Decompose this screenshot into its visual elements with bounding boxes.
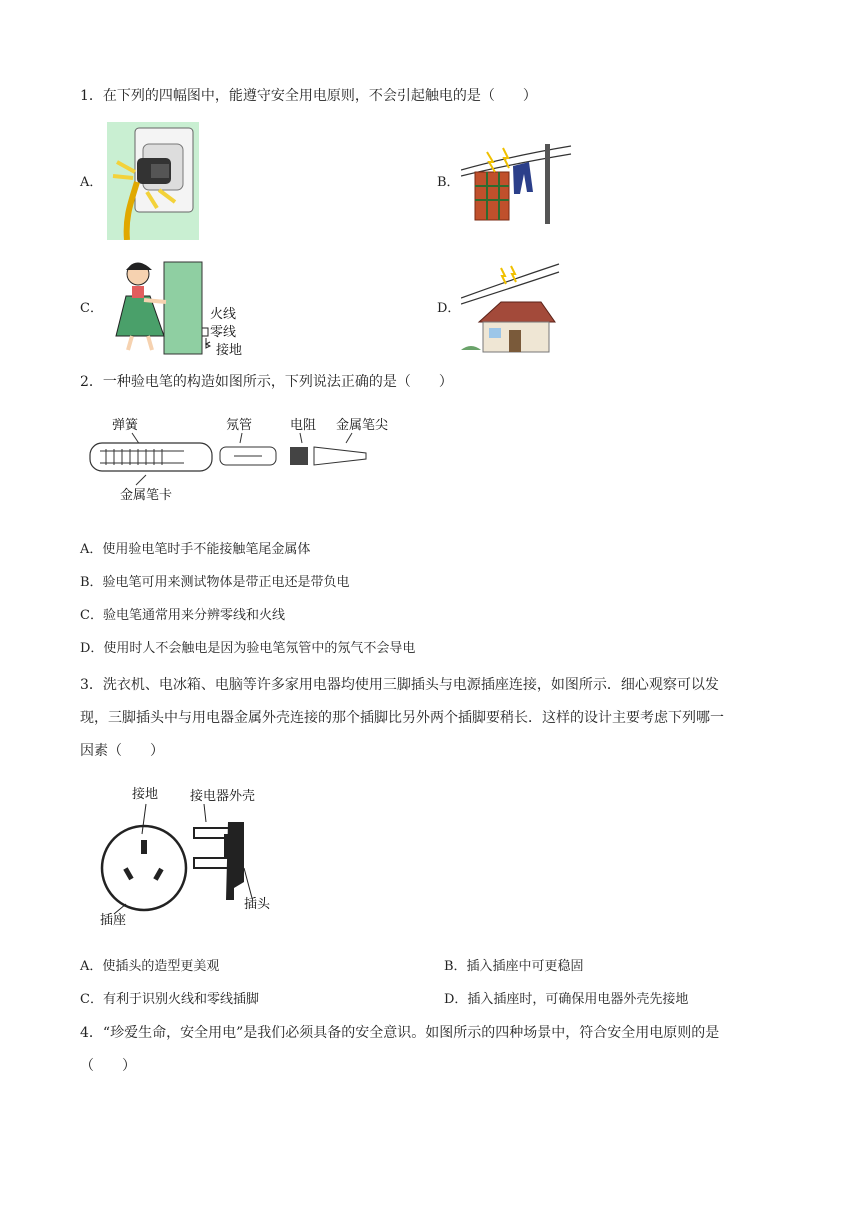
q2-fig-label-metal-tip: 金属笔尖 [336, 418, 389, 433]
q3-option-a: A．使插头的造型更美观 [80, 959, 220, 974]
q1-fig-c-label-ground: 接地 [216, 343, 243, 358]
q3-stem-line-2: 现，三脚插头中与用电器金属外壳连接的那个插脚比另外两个插脚要稍长．这样的设计主要考虑下列哪一 [80, 710, 724, 726]
q2-fig-label-metal-clip: 金属笔卡 [120, 488, 173, 503]
q3-figure-three-pin-plug-socket [96, 782, 286, 932]
q2-option-c: C．验电笔通常用来分辨零线和火线 [80, 608, 285, 623]
q1-option-d-label: D． [437, 301, 461, 316]
q1-stem: 1．在下列的四幅图中，能遵守安全用电原则，不会引起触电的是（ ） [80, 88, 537, 104]
q1-figure-a-wet-hands-plug [107, 122, 199, 240]
q1-option-b-label: B． [437, 175, 460, 190]
q2-fig-label-spring: 弹簧 [112, 418, 139, 433]
q3-option-d: D．插入插座时，可确保用电器外壳先接地 [444, 992, 689, 1007]
q2-fig-label-neon-tube: 氖管 [226, 418, 253, 433]
q2-figure-test-pen-structure [86, 413, 398, 503]
q4-stem-line-1: 4．“珍爱生命，安全用电”是我们必须具备的安全意识。如图所示的四种场景中，符合安全用电原则的是 [80, 1025, 720, 1041]
q1-figure-d-house-under-power-line [461, 262, 561, 354]
q2-option-d: D．使用时人不会触电是因为验电笔氖管中的氖气不会导电 [80, 641, 416, 656]
q3-stem-line-1: 3．洗衣机、电冰箱、电脑等许多家用电器均使用三脚插头与电源插座连接，如图所示．细心观察可以发 [80, 677, 719, 693]
q1-fig-c-label-neutral: 零线 [210, 325, 237, 340]
q1-fig-c-label-live: 火线 [210, 307, 237, 322]
q1-option-c-label: C． [80, 301, 103, 316]
q4-stem-line-2: （ ） [80, 1058, 136, 1074]
q2-option-b: B．验电笔可用来测试物体是带正电还是带负电 [80, 575, 350, 590]
q3-stem-line-3: 因素（ ） [80, 743, 164, 759]
q1-option-a-label: A． [80, 175, 103, 190]
q3-option-c: C．有利于识别火线和零线插脚 [80, 992, 259, 1007]
q3-fig-label-plug: 插头 [244, 897, 271, 912]
q1-figure-b-clothes-on-power-line [461, 142, 575, 224]
q2-stem: 2．一种验电笔的构造如图所示，下列说法正确的是（ ） [80, 374, 453, 390]
q3-option-b: B．插入插座中可更稳固 [444, 959, 584, 974]
q3-fig-label-ground: 接地 [132, 787, 159, 802]
q2-option-a: A．使用验电笔时手不能接触笔尾金属体 [80, 542, 311, 557]
q2-fig-label-resistor: 电阻 [290, 418, 317, 433]
q3-fig-label-socket: 插座 [100, 913, 127, 928]
q1-figure-c-girl-at-fridge [108, 256, 254, 360]
q3-fig-label-appliance-shell: 接电器外壳 [190, 789, 256, 804]
